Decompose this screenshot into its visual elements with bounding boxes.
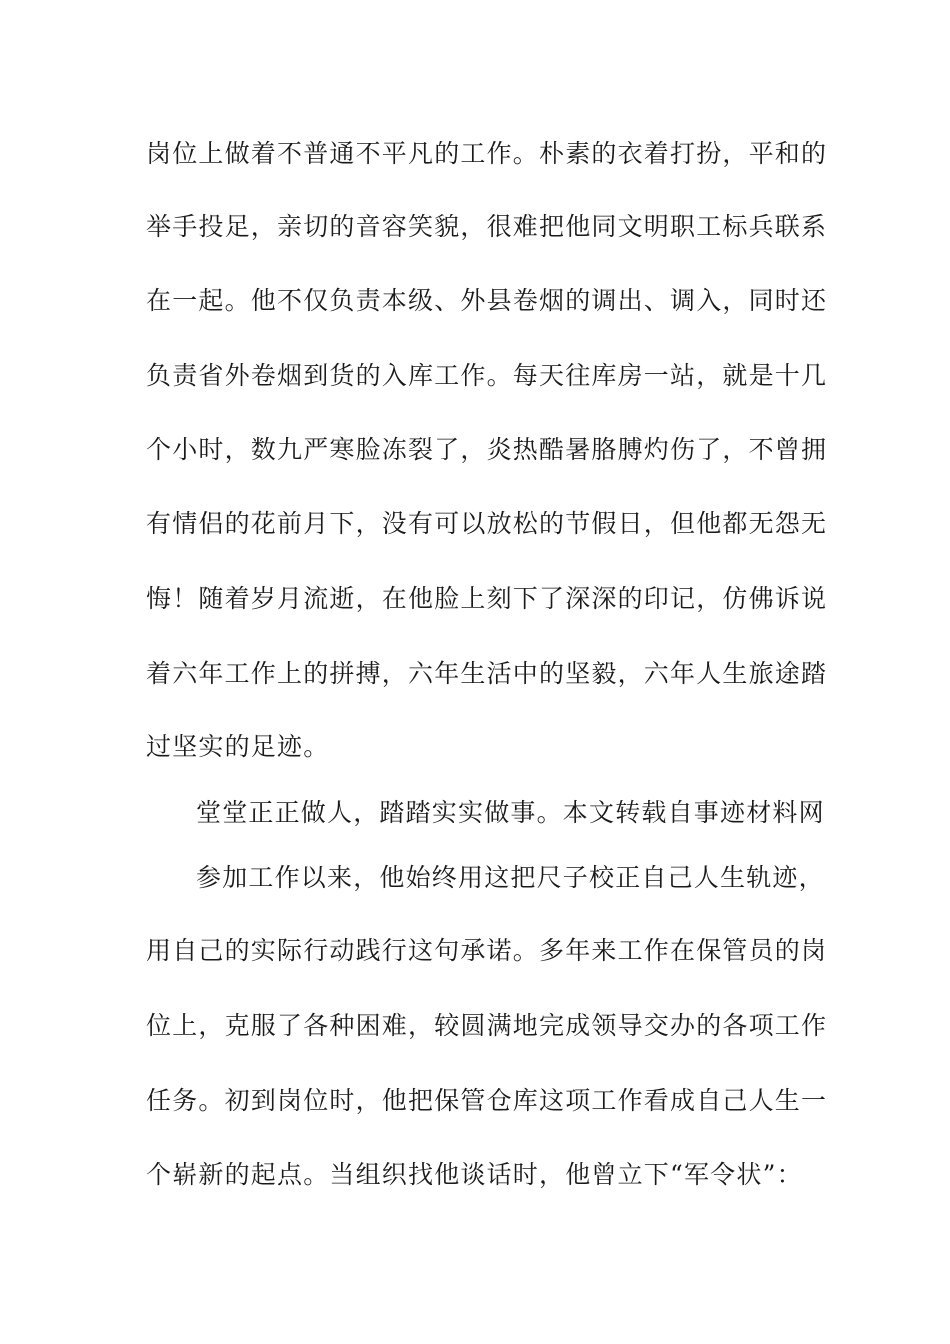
- text-line-15: 个崭新的起点。当组织找他谈话时，他曾立下“军令状”：: [146, 1160, 803, 1189]
- text-line-12: 用自己的实际行动践行这句承诺。多年来工作在保管员的岗: [146, 936, 828, 965]
- text-line-14: 任务。初到岗位时，他把保管仓库这项工作看成自己人生一: [146, 1086, 828, 1115]
- text-line-3: 在一起。他不仅负责本级、外县卷烟的调出、调入，同时还: [146, 286, 828, 315]
- text-line-4: 负责省外卷烟到货的入库工作。每天往库房一站，就是十几: [146, 361, 828, 390]
- text-line-2: 举手投足，亲切的音容笑貌，很难把他同文明职工标兵联系: [146, 212, 828, 241]
- text-line-10: 堂堂正正做人，踏踏实实做事。本文转载自事迹材料网: [196, 798, 825, 827]
- text-line-8: 着六年工作上的拼搏，六年生活中的坚毅，六年人生旅途踏: [146, 659, 828, 688]
- text-line-1: 岗位上做着不普通不平凡的工作。朴素的衣着打扮，平和的: [146, 139, 828, 168]
- text-line-13: 位上，克服了各种困难，较圆满地完成领导交办的各项工作: [146, 1011, 828, 1040]
- text-line-5: 个小时，数九严寒脸冻裂了，炎热酷暑胳膊灼伤了，不曾拥: [146, 435, 828, 464]
- text-line-7: 悔！随着岁月流逝，在他脸上刻下了深深的印记，仿佛诉说: [146, 584, 828, 613]
- text-line-9: 过坚实的足迹。: [146, 732, 330, 761]
- text-line-6: 有情侣的花前月下，没有可以放松的节假日，但他都无怨无: [146, 509, 828, 538]
- text-line-11: 参加工作以来，他始终用这把尺子校正自己人生轨迹，: [196, 863, 825, 892]
